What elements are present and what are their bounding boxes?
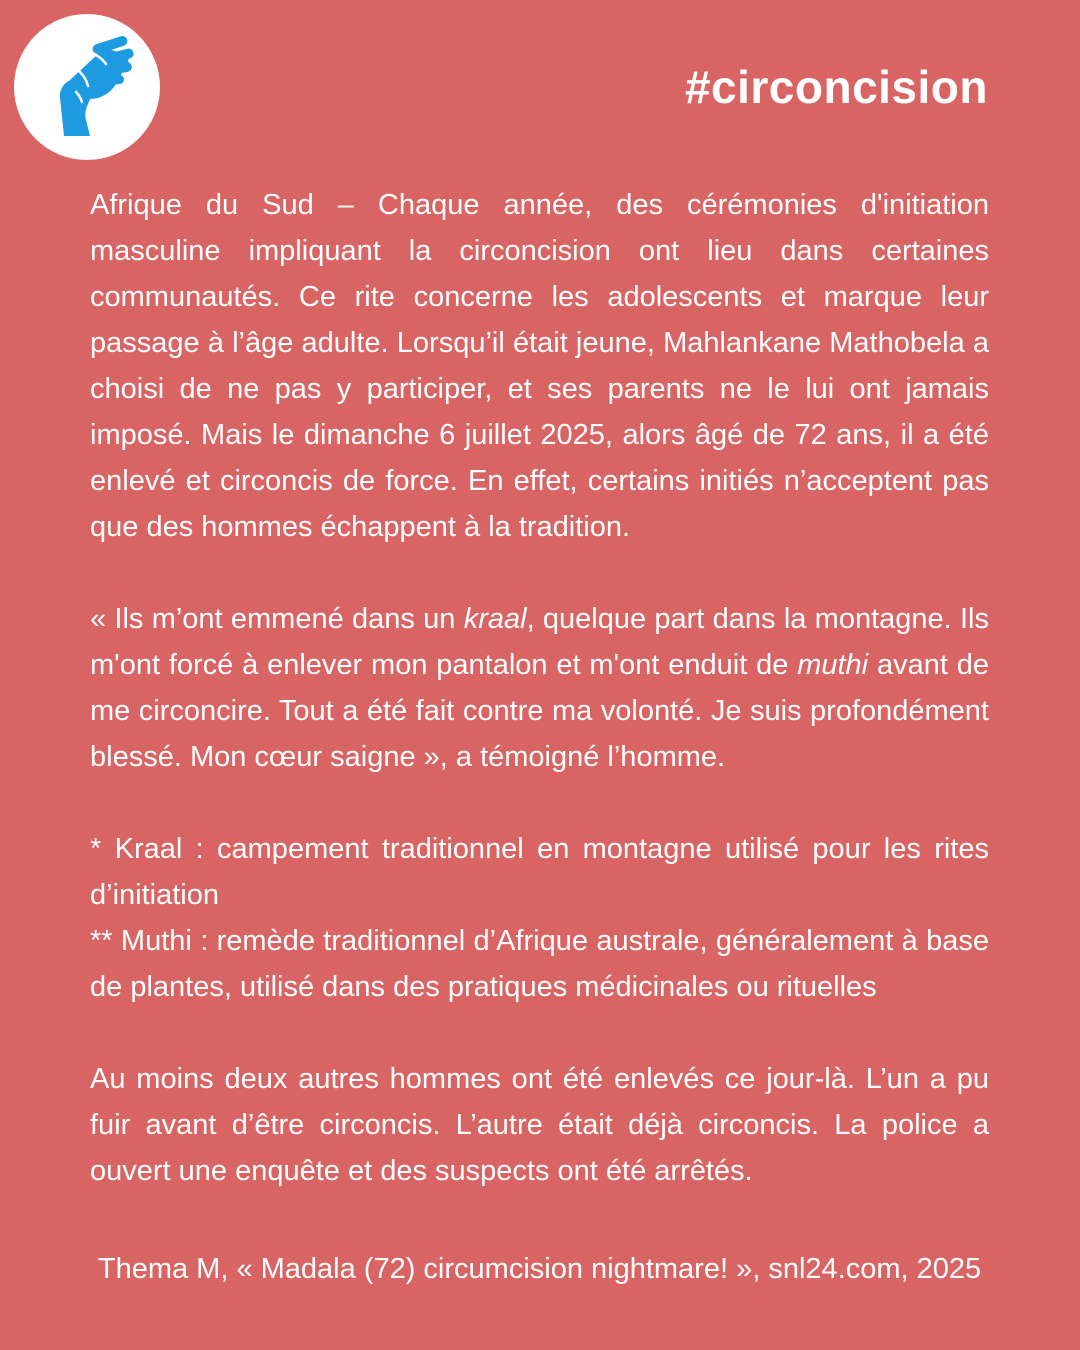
article-body xyxy=(90,182,989,1194)
quote-paragraph xyxy=(90,596,989,780)
logo xyxy=(14,14,160,160)
closing-paragraph: Au moins deux autres hommes ont été enlevés ce jour-là. L’un a pu fuir avant d’être circoncis. L’autre était déjà circoncis. La police a ouvert une enquête et des suspects ont été arrêtés. xyxy=(90,1063,989,1187)
quote-text: avant de me circoncire. Tout a été fait contre ma volonté. Je suis profondément blessé. Mon cœur saigne », a témoigné l’homme. xyxy=(90,649,989,773)
intro-paragraph: Afrique du Sud – Chaque année, des cérémonies d'initiation masculine impliquant la circoncision ont lieu dans certaines communautés. Ce rite concerne les adolescents et marque leur passage à l’âge adulte. Lorsqu’il était jeune, Mahlankane Mathobela a choisi de ne pas y participer, et ses parents ne le lui ont jamais imposé. Mais le dimanche 6 juillet 2025, alors âgé de 72 ans, il a été enlevé et circoncis de force. En effet, certains initiés n’acceptent pas que des hommes échappent à la tradition. xyxy=(90,189,989,543)
quote-text: « Ils m’ont emmené dans un xyxy=(90,603,464,635)
quote-text: , quelque part dans la montagne. Ils m'ont forcé à enlever mon pantalon et m'ont enduit de xyxy=(90,603,989,681)
raised-hand-icon xyxy=(32,32,142,142)
footnote-kraal: * Kraal : campement traditionnel en montagne utilisé pour les rites d’initiation xyxy=(90,833,989,911)
term-kraal: kraal xyxy=(463,603,527,635)
footnote-muthi: ** Muthi : remède traditionnel d’Afrique australe, généralement à base de plantes, utilisé dans des pratiques médicinales ou rituelles xyxy=(90,925,989,1003)
source-citation: Thema M, « Madala (72) circumcision nightmare! », snl24.com, 2025 xyxy=(97,1253,982,1285)
hashtag-title: #circoncision xyxy=(684,61,988,113)
term-muthi: muthi xyxy=(797,649,869,681)
